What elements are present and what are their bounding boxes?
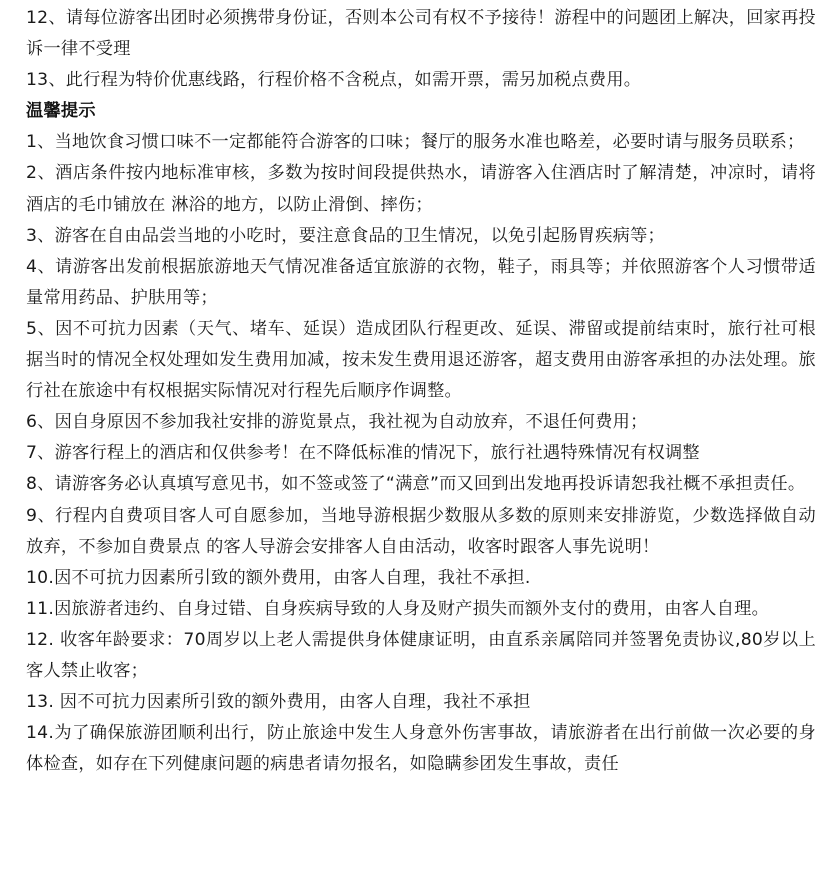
tip-item-9: 9、行程内自费项目客人可自愿参加，当地导游根据少数服从多数的原则来安排游览，少数选择做自动放弃，不参加自费景点 的客人导游会安排客人自由活动，收客时跟客人事先说明！ [26, 505, 816, 557]
notice-item-12: 12、请每位游客出团时必须携带身份证，否则本公司有权不予接待！游程中的问题团上解决，回家再投诉一律不受理 [26, 8, 816, 60]
document-body [26, 3, 816, 780]
tip-item-5: 5、因不可抗力因素（天气、堵车、延误）造成团队行程更改、延误、滞留或提前结束时，旅行社可根据当时的情况全权处理如发生费用加减，按未发生费用退还游客，超支费用由游客承担的办法处理。旅行社在旅途中有权根据实际情况对行程先后顺序作调整。 [26, 318, 816, 402]
tip-item-2: 2、酒店条件按内地标准审核，多数为按时间段提供热水，请游客入住酒店时了解清楚，冲凉时，请将酒店的毛巾铺放在 淋浴的地方，以防止滑倒、摔伤； [26, 163, 816, 215]
tip-item-8: 8、请游客务必认真填写意见书，如不签或签了“满意”而又回到出发地再投诉请恕我社概不承担责任。 [26, 474, 806, 495]
section-heading-tips: 温馨提示 [26, 101, 96, 122]
tip-item-6: 6、因自身原因不参加我社安排的游览景点，我社视为自动放弃，不退任何费用； [26, 412, 648, 433]
tip-item-7: 7、游客行程上的酒店和仅供参考！在不降低标准的情况下，旅行社遇特殊情况有权调整 [26, 443, 700, 464]
tip-item-11: 11.因旅游者违约、自身过错、自身疾病导致的人身及财产损失而额外支付的费用，由客人自理。 [26, 598, 770, 619]
tip-item-14: 14.为了确保旅游团顺利出行，防止旅途中发生人身意外伤害事故，请旅游者在出行前做一次必要的身体检查，如存在下列健康问题的病患者请勿报名，如隐瞒参团发生事故，责任 [26, 723, 816, 775]
tip-item-3: 3、游客在自由品尝当地的小吃时，要注意食品的卫生情况，以免引起肠胃疾病等； [26, 225, 665, 246]
tip-item-10: 10.因不可抗力因素所引致的额外费用，由客人自理，我社不承担. [26, 567, 531, 588]
tip-item-12: 12. 收客年龄要求：70周岁以上老人需提供身体健康证明，由直系亲属陪同并签署免责协议,80岁以上客人禁止收客； [26, 629, 816, 681]
tip-item-1: 1、当地饮食习惯口味不一定都能符合游客的口味；餐厅的服务水准也略差，必要时请与服务员联系； [26, 132, 805, 153]
tip-item-4: 4、请游客出发前根据旅游地天气情况准备适宜旅游的衣物，鞋子，雨具等；并依照游客个人习惯带适量常用药品、护肤用等； [26, 256, 816, 308]
tip-item-13: 13. 因不可抗力因素所引致的额外费用，由客人自理，我社不承担 [26, 692, 531, 713]
notice-item-13: 13、此行程为特价优惠线路，行程价格不含税点，如需开票，需另加税点费用。 [26, 70, 642, 91]
